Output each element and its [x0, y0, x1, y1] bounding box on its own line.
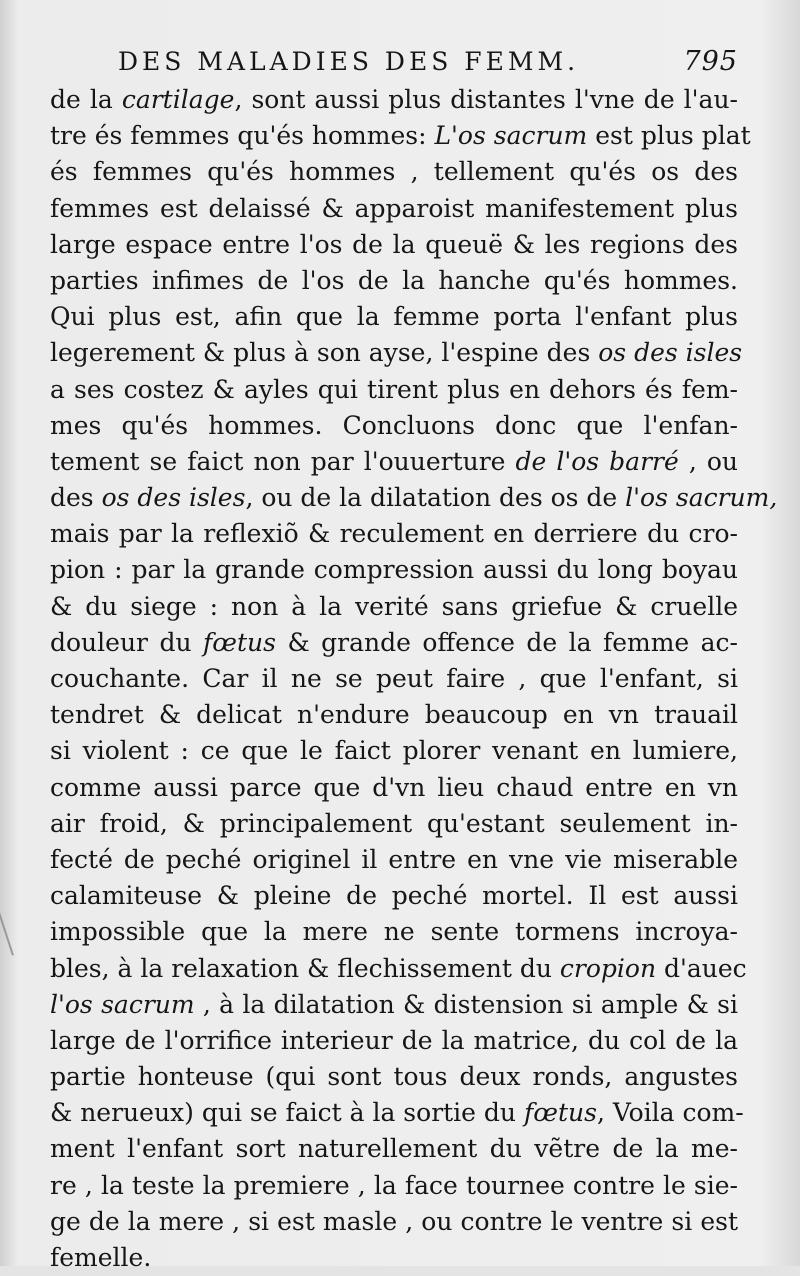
- text-run: calamiteuse & pleine de peché mortel. Il est aussi: [50, 881, 738, 911]
- text-run: couchante. Car il ne se peut faire , que l'enfant, si: [50, 664, 738, 693]
- text-run: large espace entre l'os de la queuë & les regions des: [50, 229, 738, 259]
- text-run: femelle.: [50, 1243, 152, 1272]
- text-line: [50, 1204, 738, 1240]
- text-run: és femmes qu'és hommes , tellement qu'és os des: [50, 157, 738, 187]
- body-text: [50, 82, 778, 1276]
- text-run: est plus plat: [587, 121, 751, 151]
- italic-term: L'os sacrum: [434, 121, 588, 151]
- italic-term: os des isles: [598, 338, 743, 368]
- text-run: ment l'enfant sort naturellement du vẽtre de la me-: [50, 1134, 738, 1164]
- text-line: [50, 697, 738, 733]
- text-line: [50, 227, 738, 263]
- text-line: [50, 372, 738, 408]
- italic-term: de l'os barré: [515, 446, 679, 476]
- text-line: [50, 552, 738, 588]
- text-run: a ses costez & ayles qui tirent plus en dehors és fem-: [50, 374, 738, 404]
- text-line: [50, 263, 738, 299]
- text-run: pion : par la grande compression aussi du long boyau: [50, 555, 738, 585]
- text-run: tendret & delicat n'endure beaucoup en vn trauail: [50, 700, 738, 730]
- text-run: & nerueux) qui se faict à la sortie du: [50, 1098, 524, 1128]
- text-run: tre és femmes qu'és hommes:: [50, 121, 435, 151]
- text-line: [50, 191, 738, 227]
- page-header: [118, 46, 738, 77]
- text-line: [50, 154, 738, 190]
- text-run: comme aussi parce que d'vn lieu chaud entre en vn: [50, 772, 738, 802]
- text-line: [50, 951, 747, 987]
- text-line: [50, 842, 738, 878]
- text-run: parties infimes de l'os de la hanche qu'és hommes.: [50, 265, 738, 295]
- text-line: [50, 335, 743, 371]
- text-line: [50, 625, 738, 661]
- italic-term: fœtus: [523, 1098, 597, 1128]
- text-line: [50, 806, 738, 842]
- text-run: tement se faict non par l'ouuerture: [50, 446, 516, 476]
- italic-term: os des isles: [101, 483, 246, 513]
- italic-term: cartilage: [121, 85, 235, 114]
- italic-term: l'os sacrum,: [625, 483, 778, 513]
- italic-term: cropion: [559, 953, 657, 983]
- text-run: re , la teste la premiere , la face tournee contre le sie-: [50, 1170, 738, 1200]
- text-run: Qui plus est, afin que la femme porta l'enfant plus: [50, 302, 738, 332]
- text-run: , sont aussi plus distantes l'vne de l'au-: [234, 85, 738, 114]
- text-line: [50, 118, 751, 154]
- text-line: [50, 661, 738, 697]
- text-line: [50, 987, 738, 1023]
- page-number: 795: [683, 46, 738, 77]
- text-run: , ou: [678, 446, 738, 476]
- text-line: [50, 589, 738, 625]
- text-run: mes qu'és hommes. Concluons donc que l'enfan-: [50, 410, 738, 440]
- text-line: [50, 1168, 738, 1204]
- text-line: [50, 1240, 738, 1276]
- text-line: [50, 1131, 738, 1167]
- text-run: de la: [50, 85, 122, 114]
- text-run: fecté de peché originel il entre en vne vie miserable: [50, 844, 738, 874]
- text-run: douleur du: [50, 627, 204, 657]
- text-line: [50, 480, 778, 516]
- text-run: bles, à la relaxation & flechissement du: [50, 953, 560, 983]
- text-line: [50, 878, 738, 914]
- text-line: [50, 516, 738, 552]
- text-run: d'auec: [656, 953, 747, 983]
- text-run: legerement & plus à son ayse, l'espine des: [50, 338, 599, 368]
- text-run: air froid, & principalement qu'estant seulement in-: [50, 808, 738, 838]
- text-line: [50, 1059, 738, 1095]
- text-line: [50, 1095, 744, 1131]
- text-line: [50, 733, 738, 769]
- text-line: [50, 444, 738, 480]
- text-run: femmes est delaissé & apparoist manifestement plus: [50, 193, 738, 223]
- text-run: , Voila com-: [596, 1098, 744, 1128]
- text-line: [50, 1023, 738, 1059]
- text-run: large de l'orrifice interieur de la matrice, du col de la: [50, 1025, 738, 1055]
- text-run: & grande offence de la femme ac-: [275, 627, 739, 657]
- text-run: & du siege : non à la verité sans griefue & cruelle: [50, 591, 738, 621]
- text-line: [50, 770, 738, 806]
- text-run: impossible que la mere ne sente tormens incroya-: [50, 917, 738, 947]
- text-line: [50, 82, 738, 118]
- text-line: [50, 299, 738, 335]
- text-run: , à la dilatation & distension si ample & si: [194, 989, 738, 1019]
- page-edge-mark: [0, 904, 23, 955]
- text-run: partie honteuse (qui sont tous deux ronds, angustes: [50, 1062, 738, 1092]
- running-title: DES MALADIES DES FEMM.: [118, 47, 580, 76]
- text-run: des: [50, 483, 102, 513]
- text-run: mais par la reflexiõ & reculement en derriere du cro-: [50, 519, 738, 549]
- italic-term: l'os sacrum: [50, 989, 195, 1019]
- text-run: , ou de la dilatation des os de: [245, 483, 626, 513]
- text-line: [50, 914, 738, 950]
- text-line: [50, 408, 738, 444]
- text-run: si violent : ce que le faict plorer venant en lumiere,: [50, 736, 738, 766]
- italic-term: fœtus: [203, 627, 276, 657]
- text-run: ge de la mere , si est masle , ou contre le ventre si est: [50, 1206, 738, 1236]
